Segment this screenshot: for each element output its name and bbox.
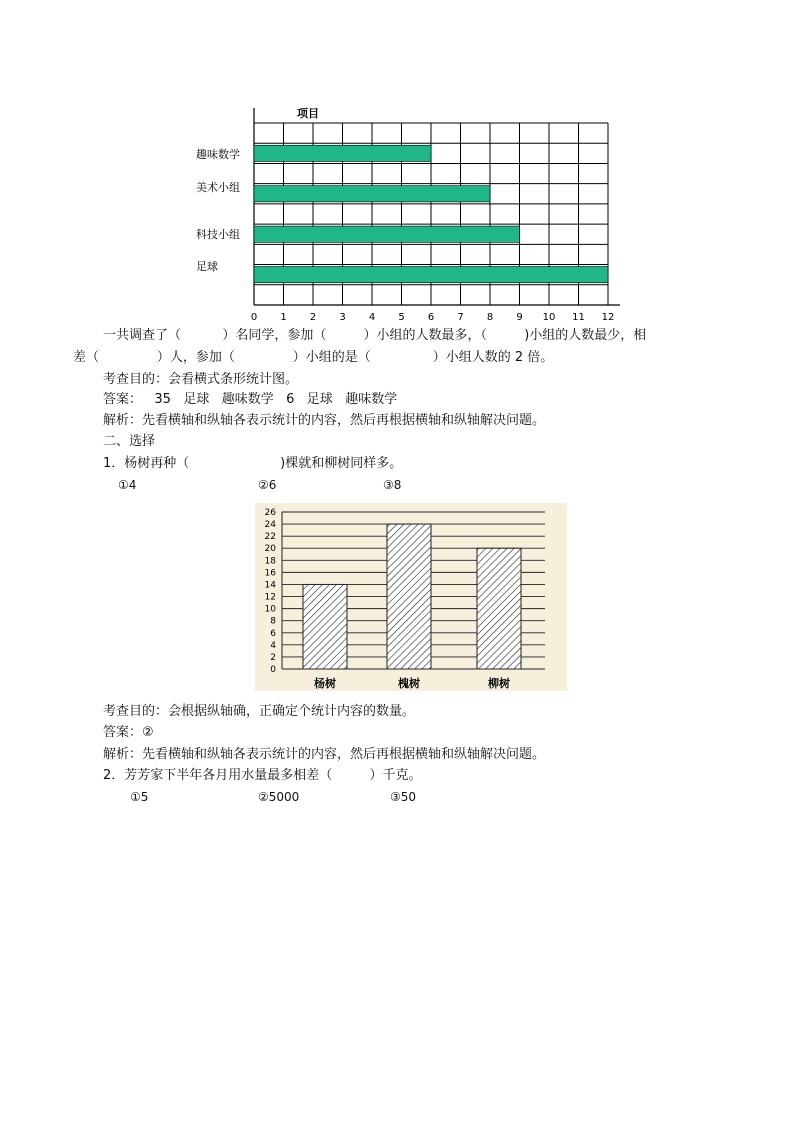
bar-科技小组: [254, 226, 520, 242]
vertical-bar-chart: [255, 503, 567, 691]
x-tick-label: 3: [339, 312, 346, 323]
q2-option-3: ③8: [383, 478, 402, 492]
q2-answer: 答案：②: [103, 725, 154, 740]
q3-option-2: ②5000: [258, 790, 300, 804]
x-tick-label: 7: [457, 312, 464, 323]
x-tick-label: 12: [601, 312, 615, 323]
q2-purpose: 考查目的：会根据纵轴确，正确定个统计内容的数量。: [103, 704, 416, 719]
q3-question: 2．芳芳家下半年各月用水量最多相差（ ）千克。: [103, 768, 422, 783]
bar-杨树: [303, 584, 347, 669]
q3-option-3: ③50: [390, 790, 417, 804]
q1-line1: 一共调查了（ ）名同学，参加（ ）小组的人数最多，（ )小组的人数最少，相: [103, 328, 647, 343]
bar-槐树: [387, 524, 431, 669]
y-tick-label: 12: [264, 592, 276, 603]
y-tick-label: 26: [264, 508, 276, 518]
x-tick-label: 8: [486, 312, 494, 323]
bar-柳树: [477, 548, 521, 669]
section-heading: 二、选择: [103, 434, 156, 449]
y-tick-label: 2: [270, 652, 276, 663]
q3-option-1: ①5: [130, 790, 149, 804]
q1-answer: 答案： 35 足球 趣味数学 6 足球 趣味数学: [103, 392, 398, 407]
y-tick-label: 4: [270, 640, 276, 651]
category-label: 柳树: [488, 677, 510, 690]
x-tick-label: 11: [572, 312, 585, 323]
y-tick-label: 8: [270, 616, 276, 627]
y-tick-label: 22: [264, 532, 276, 543]
y-tick-label: 6: [270, 628, 276, 639]
category-label: 杨树: [314, 677, 336, 690]
y-tick-label: 10: [264, 604, 276, 615]
x-tick-label: 0: [250, 312, 258, 323]
x-tick-label: 5: [398, 312, 405, 323]
q2-question: 1．杨树再种（ )棵就和柳树同样多。: [103, 456, 403, 471]
y-tick-label: 20: [264, 544, 276, 555]
category-label: 趣味数学: [196, 148, 240, 161]
bar-足球: [254, 267, 608, 283]
q2-analysis: 解析：先看横轴和纵轴各表示统计的内容，然后再根据横轴和纵轴解决问题。: [103, 747, 546, 762]
x-tick-label: 1: [280, 312, 287, 323]
x-tick-label: 2: [309, 312, 317, 323]
bar-趣味数学: [254, 145, 431, 161]
y-tick-label: 18: [264, 556, 276, 567]
horizontal-bar-chart: [190, 100, 630, 323]
x-tick-label: 6: [427, 312, 435, 323]
y-tick-label: 24: [264, 520, 276, 531]
y-tick-label: 0: [270, 665, 276, 675]
chart-title: 项目: [297, 107, 319, 120]
x-tick-label: 4: [368, 312, 376, 323]
q1-analysis: 解析：先看横轴和纵轴各表示统计的内容，然后再根据横轴和纵轴解决问题。: [103, 413, 546, 428]
q1-purpose: 考查目的：会看横式条形统计图。: [103, 372, 299, 387]
category-label: 槐树: [398, 677, 420, 690]
q1-line2: 差（ ）人，参加（ ）小组的是（ ）小组人数的 2 倍。: [73, 350, 554, 365]
category-label: 科技小组: [196, 228, 240, 241]
category-label: 美术小组: [196, 181, 240, 194]
x-tick-label: 9: [516, 312, 523, 323]
category-label: 足球: [196, 260, 218, 273]
x-tick-label: 10: [542, 312, 556, 323]
y-tick-label: 14: [264, 580, 276, 591]
bar-美术小组: [254, 186, 490, 202]
y-tick-label: 16: [264, 568, 276, 579]
q2-option-1: ①4: [118, 478, 137, 492]
q2-option-2: ②6: [258, 478, 277, 492]
